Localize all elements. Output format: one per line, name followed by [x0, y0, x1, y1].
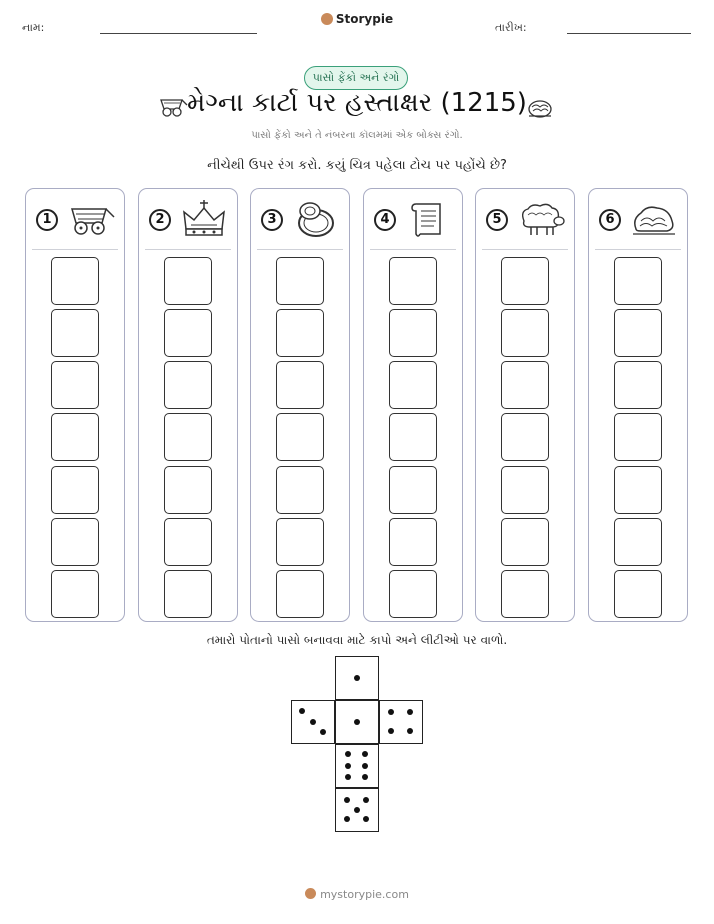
die-pip — [407, 709, 413, 715]
column-divider — [482, 249, 568, 250]
die-face-3 — [291, 700, 335, 744]
color-box[interactable] — [276, 257, 324, 305]
bear-icon — [305, 888, 316, 899]
color-box[interactable] — [501, 413, 549, 461]
die-face-1 — [335, 700, 379, 744]
color-box[interactable] — [389, 570, 437, 618]
die-pip — [299, 708, 305, 714]
color-box[interactable] — [51, 309, 99, 357]
die-pip — [354, 807, 360, 813]
cart-icon — [66, 199, 116, 239]
color-box[interactable] — [501, 257, 549, 305]
die-pip — [345, 774, 351, 780]
color-box[interactable] — [164, 466, 212, 514]
die-pip — [354, 675, 360, 681]
color-box[interactable] — [276, 361, 324, 409]
die-face-5 — [335, 788, 379, 832]
column-number: 2 — [149, 209, 171, 231]
column-3 — [250, 188, 350, 622]
column-number: 6 — [599, 209, 621, 231]
scroll-icon — [404, 199, 454, 239]
color-box[interactable] — [614, 466, 662, 514]
color-box[interactable] — [389, 518, 437, 566]
column-divider — [145, 249, 231, 250]
die-pip — [388, 709, 394, 715]
color-box[interactable] — [501, 570, 549, 618]
column-number: 3 — [261, 209, 283, 231]
die-pip — [388, 728, 394, 734]
color-box[interactable] — [51, 466, 99, 514]
color-box[interactable] — [501, 518, 549, 566]
color-box[interactable] — [614, 257, 662, 305]
color-box[interactable] — [51, 257, 99, 305]
die-pip — [363, 797, 369, 803]
die-face-6 — [335, 744, 379, 788]
sheep-icon — [516, 199, 566, 239]
color-box[interactable] — [501, 309, 549, 357]
footer — [0, 888, 714, 901]
die-pip — [345, 751, 351, 757]
color-box[interactable] — [276, 309, 324, 357]
column-number: 5 — [486, 209, 508, 231]
color-box[interactable] — [51, 361, 99, 409]
color-box[interactable] — [164, 257, 212, 305]
color-box[interactable] — [164, 361, 212, 409]
color-box[interactable] — [501, 361, 549, 409]
page-title: મેગ્ના કાર્ટા પર હસ્તાક્ષર (1215) — [187, 88, 527, 118]
column-1 — [25, 188, 125, 622]
column-divider — [257, 249, 343, 250]
die-pip — [344, 816, 350, 822]
column-4 — [363, 188, 463, 622]
color-box[interactable] — [276, 570, 324, 618]
column-divider — [32, 249, 118, 250]
die-pip — [310, 719, 316, 725]
date-line[interactable] — [567, 33, 691, 34]
color-box[interactable] — [614, 570, 662, 618]
die-pip — [362, 763, 368, 769]
color-box[interactable] — [501, 466, 549, 514]
color-box[interactable] — [276, 413, 324, 461]
color-box[interactable] — [164, 518, 212, 566]
bear-icon — [321, 13, 333, 25]
column-divider — [370, 249, 456, 250]
die-pip — [407, 728, 413, 734]
subtitle: પાસો ફેંકો અને તે નંબરના કૉલમમાં એક બોક્સ રંગો. — [251, 130, 463, 141]
color-box[interactable] — [51, 413, 99, 461]
name-label: નામ: — [22, 21, 45, 34]
color-box[interactable] — [276, 518, 324, 566]
color-box[interactable] — [389, 413, 437, 461]
die-pip — [362, 751, 368, 757]
footer-url[interactable]: mystorypie.com — [320, 888, 409, 901]
color-box[interactable] — [164, 413, 212, 461]
die-pip — [320, 729, 326, 735]
instruction: નીચેથી ઉપર રંગ કરો. કયું ચિત્ર પહેલા ટોચ પર પહોંચે છે? — [207, 158, 507, 173]
die-pip — [345, 763, 351, 769]
ring-icon — [291, 199, 341, 239]
column-5 — [475, 188, 575, 622]
color-box[interactable] — [51, 570, 99, 618]
color-box[interactable] — [389, 466, 437, 514]
die-pip — [354, 719, 360, 725]
color-box[interactable] — [389, 361, 437, 409]
activity-badge: પાસો ફેંકો અને રંગો — [304, 66, 408, 90]
color-box[interactable] — [51, 518, 99, 566]
column-2 — [138, 188, 238, 622]
color-box[interactable] — [389, 257, 437, 305]
color-box[interactable] — [614, 413, 662, 461]
brand-text: Storypie — [335, 12, 394, 26]
die-face-4 — [379, 700, 423, 744]
cut-instruction: તમારો પોતાનો પાસો બનાવવા માટે કાપો અને લીટીઓ પર વાળો. — [206, 633, 508, 647]
column-number: 1 — [36, 209, 58, 231]
color-box[interactable] — [276, 466, 324, 514]
color-box[interactable] — [614, 309, 662, 357]
wool-bundle-icon — [526, 95, 554, 119]
column-divider — [595, 249, 681, 250]
date-label: તારીખ: — [495, 21, 527, 34]
crown-icon — [179, 199, 229, 239]
color-box[interactable] — [389, 309, 437, 357]
color-box[interactable] — [614, 361, 662, 409]
die-face-1 — [335, 656, 379, 700]
die-pip — [362, 774, 368, 780]
column-6 — [588, 188, 688, 622]
name-line[interactable] — [100, 33, 257, 34]
color-box[interactable] — [164, 570, 212, 618]
column-number: 4 — [374, 209, 396, 231]
color-box[interactable] — [614, 518, 662, 566]
die-pip — [363, 816, 369, 822]
color-box[interactable] — [164, 309, 212, 357]
die-pip — [344, 797, 350, 803]
brand-logo — [0, 12, 714, 26]
wool-bundle-icon — [629, 199, 679, 239]
